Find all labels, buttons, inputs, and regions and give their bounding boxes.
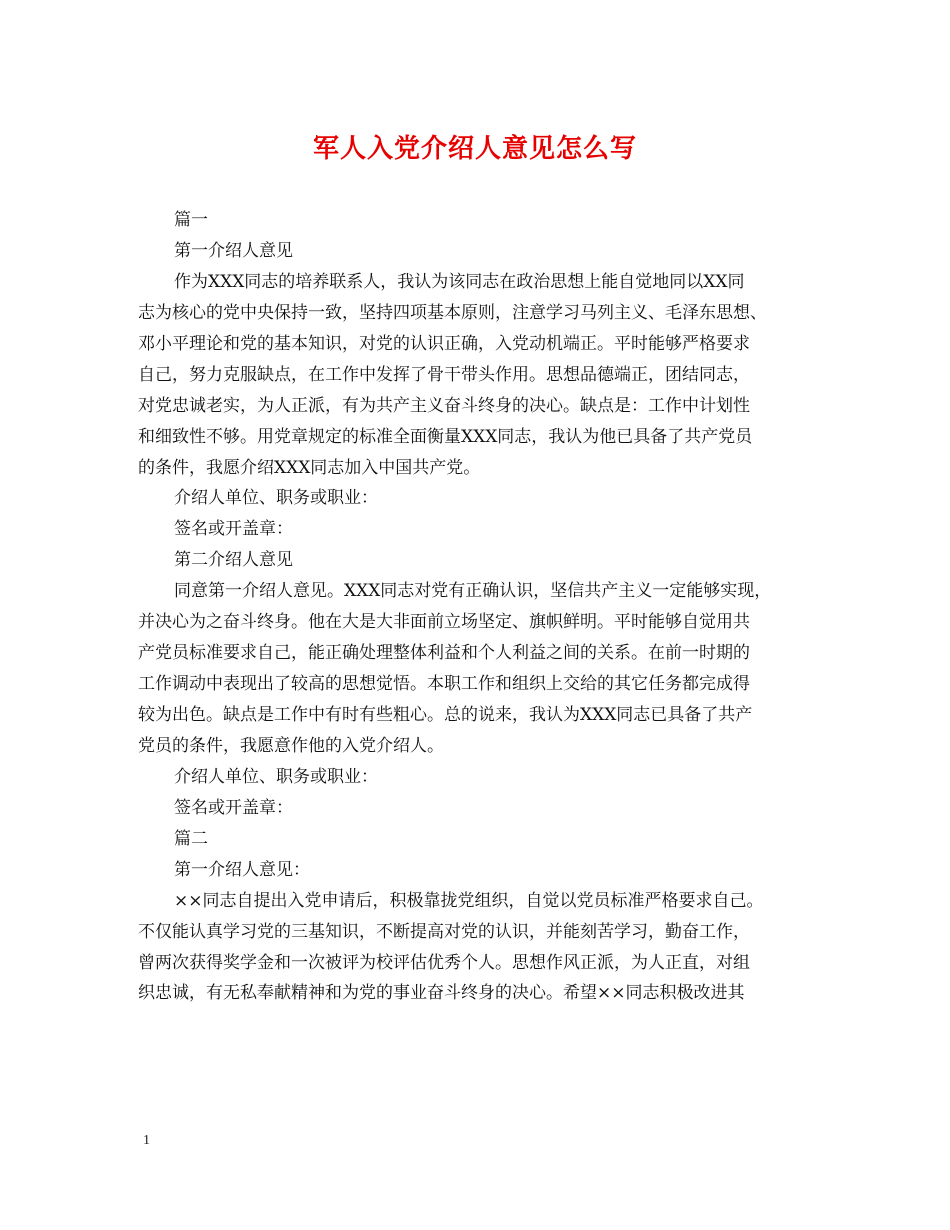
text-line: 同意第一介绍人意见。XXX同志对党有正确认识，坚信共产主义一定能够实现， [174,581,772,602]
text-line: 产党员标准要求自己，能正确处理整体利益和个人利益之间的关系。在前一时期的 [138,643,750,664]
text-line: 第一介绍人意见 [174,240,293,261]
text-line: 曾两次获得奖学金和一次被评为校评估优秀个人。思想作风正派，为人正直，对组 [138,952,750,973]
text-line: 介绍人单位、职务或职业： [174,488,378,509]
text-line: 和细致性不够。用党章规定的标准全面衡量XXX同志，我认为他已具备了共产党员 [138,426,753,447]
text-line: 对党忠诚老实，为人正派，有为共产主义奋斗终身的决心。缺点是：工作中计划性 [138,395,750,416]
page-number: 1 [143,1133,150,1148]
text-line: 较为出色。缺点是工作中有时有些粗心。总的说来，我认为XXX同志已具备了共产 [138,705,753,725]
text-line: 篇二 [174,828,208,849]
text-line: 的条件，我愿介绍XXX同志加入中国共产党。 [138,457,481,478]
text-line: 作为XXX同志的培养联系人，我认为该同志在政治思想上能自觉地同以XX同 [174,271,745,292]
text-line: 介绍人单位、职务或职业： [174,766,378,787]
document-body [138,205,828,1009]
text-line: 不仅能认真学习党的三基知识，不断提高对党的认识，并能刻苦学习，勤奋工作， [138,921,750,942]
text-line: 自己，努力克服缺点，在工作中发挥了骨干带头作用。思想品德端正，团结同志， [138,364,750,385]
text-line: 邓小平理论和党的基本知识，对党的认识正确，入党动机端正。平时能够严格要求 [138,333,750,354]
text-line: 工作调动中表现出了较高的思想觉悟。本职工作和组织上交给的其它任务都完成得 [138,674,750,695]
text-line: 第一介绍人意见： [174,859,310,880]
text-line: ××同志自提出入党申请后，积极靠拢党组织，自觉以党员标准严格要求自己。 [174,890,764,911]
text-line: 织忠诚，有无私奉献精神和为党的事业奋斗终身的决心。希望××同志积极改进其 [138,983,745,1004]
text-line: 并决心为之奋斗终身。他在大是大非面前立场坚定、旗帜鲜明。平时能够自觉用共 [138,612,750,633]
text-line: 篇一 [174,210,208,230]
text-line: 第二介绍人意见 [174,550,293,571]
text-line: 党员的条件，我愿意作他的入党介绍人。 [138,735,444,756]
text-line: 签名或开盖章： [174,519,293,540]
text-line: 签名或开盖章： [174,797,293,818]
document-title: 军人入党介绍人意见怎么写 [312,134,637,164]
text-line: 志为核心的党中央保持一致，坚持四项基本原则，注意学习马列主义、毛泽东思想、 [138,302,767,323]
